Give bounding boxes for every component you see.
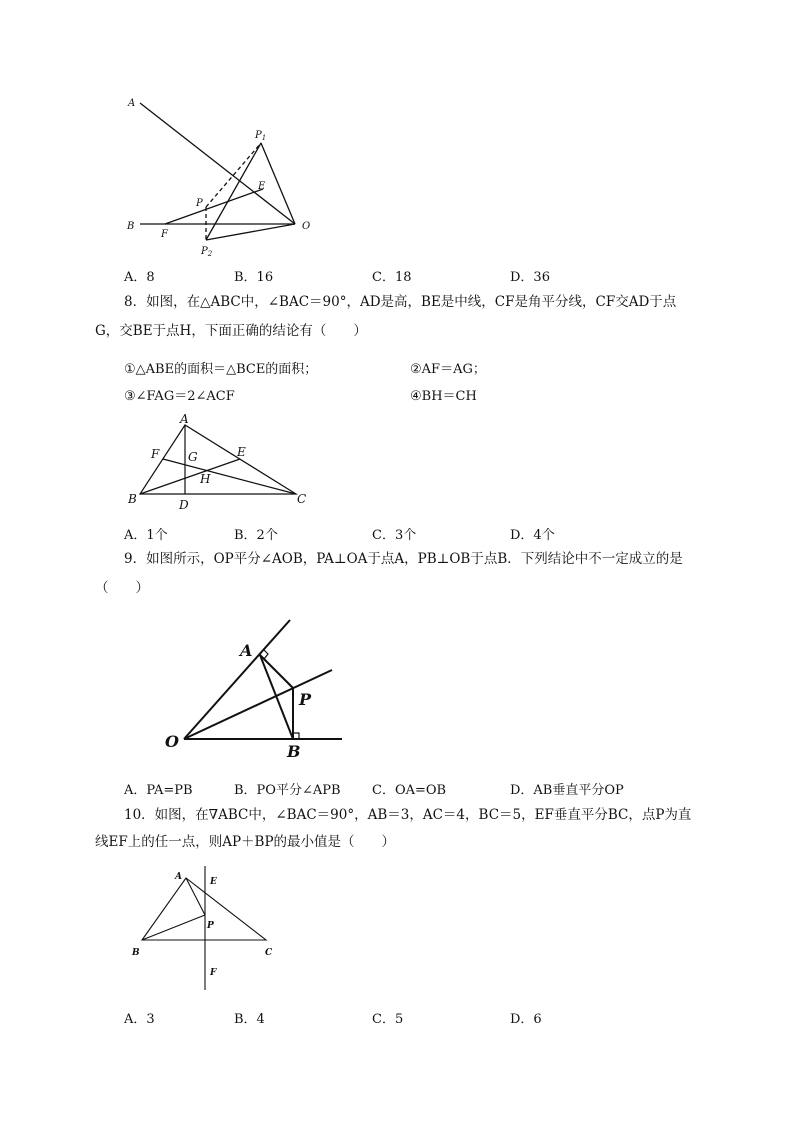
q8-statement-4: ④BH＝CH <box>410 389 477 404</box>
q7-label-O: O <box>302 221 311 232</box>
q7-option-a[interactable]: A．8 <box>124 270 155 285</box>
q10-label-C: C <box>265 948 273 958</box>
q8-option-b[interactable]: B．2个 <box>234 528 278 543</box>
q8-label-F: F <box>151 447 160 461</box>
q7-label-B: B <box>127 221 135 232</box>
q7-label-P2: $P_2$ <box>201 246 213 258</box>
q9-stem-line1: 9．如图所示，OP平分∠AOB，PA⊥OA于点A，PB⊥OB于点B．下列结论中不一定成立的是 <box>124 551 683 567</box>
q10-figure <box>125 862 285 992</box>
q9-right-angle-A <box>264 650 268 659</box>
q10-line-AP <box>186 878 205 915</box>
q7-label-P1: $P_1$ <box>255 130 267 142</box>
q9-label-O: O <box>165 732 179 751</box>
q8-statement-3: ③∠FAG＝2∠ACF <box>124 389 235 404</box>
q7-label-E: E <box>258 181 266 192</box>
q8-figure <box>120 410 320 515</box>
q9-ray-OA <box>184 620 290 739</box>
q8-label-B: B <box>128 492 137 506</box>
q10-triangle-ABC <box>142 878 266 940</box>
q10-option-d[interactable]: D．6 <box>510 1012 542 1027</box>
q7-line-P2O <box>206 224 295 240</box>
q9-label-P: P <box>299 690 312 709</box>
q8-option-c[interactable]: C．3个 <box>372 528 417 543</box>
q10-label-B: B <box>132 948 140 958</box>
q10-label-A: A <box>175 872 182 882</box>
q8-label-C: C <box>297 492 307 506</box>
q10-options <box>0 1008 794 1028</box>
q9-options <box>0 779 794 799</box>
q8-line-BE <box>140 459 240 494</box>
q9-stem-line2: （ ） <box>95 580 149 596</box>
q9-option-b[interactable]: B．PO平分∠APB <box>234 783 341 798</box>
q7-options <box>0 266 794 286</box>
q8-label-A: A <box>180 412 189 426</box>
q10-option-c[interactable]: C．5 <box>372 1012 404 1027</box>
q10-label-F: F <box>210 968 217 978</box>
q8-label-H: H <box>200 472 211 486</box>
q7-line-P1O <box>261 143 295 224</box>
q9-seg-AB <box>260 655 293 739</box>
q7-label-P: P <box>196 198 203 209</box>
q9-label-A: A <box>240 641 253 660</box>
q9-seg-AP <box>260 655 293 688</box>
q8-option-a[interactable]: A．1个 <box>124 528 168 543</box>
q9-option-c[interactable]: C．OA=OB <box>372 783 447 798</box>
q9-figure <box>160 610 350 760</box>
q9-option-d[interactable]: D．AB垂直平分OP <box>510 783 624 798</box>
q7-label-F: F <box>161 229 168 240</box>
q8-option-d[interactable]: D．4个 <box>510 528 555 543</box>
q7-label-A: A <box>128 98 136 109</box>
q8-line-CF <box>163 459 296 494</box>
q10-label-E: E <box>210 877 217 887</box>
q10-option-a[interactable]: A．3 <box>124 1012 155 1027</box>
q10-stem-line2: 线EF上的任一点，则AP＋BP的最小值是（ ） <box>95 834 396 850</box>
q8-label-G: G <box>188 450 198 464</box>
q7-option-c[interactable]: C．18 <box>372 270 412 285</box>
q9-label-B: B <box>287 742 301 760</box>
q7-figure <box>115 88 325 263</box>
q8-label-E: E <box>237 445 246 459</box>
q8-stem-line2: G，交BE于点H，下面正确的结论有（ ） <box>95 323 367 339</box>
q10-option-b[interactable]: B．4 <box>234 1012 265 1027</box>
q8-stem-line1: 8．如图，在△ABC中，∠BAC＝90°，AD是高，BE是中线，CF是角平分线，CF交AD于点 <box>124 294 677 310</box>
q10-stem-line1: 10．如图，在∇ABC中，∠BAC＝90°，AB＝3，AC＝4，BC＝5，EF垂直平分BC，点P为直 <box>124 807 692 823</box>
q7-dash-PP1 <box>206 143 261 207</box>
q8-options <box>0 524 794 544</box>
q8-statement-1: ①△ABE的面积＝△BCE的面积； <box>124 362 318 377</box>
q7-line-FE <box>165 189 263 224</box>
q7-option-d[interactable]: D．36 <box>510 270 550 285</box>
q10-label-P: P <box>207 921 214 931</box>
q8-statement-2: ②AF＝AG； <box>410 362 486 377</box>
q7-option-b[interactable]: B．16 <box>234 270 274 285</box>
q9-option-a[interactable]: A．PA=PB <box>124 783 193 798</box>
q8-label-D: D <box>179 498 189 512</box>
